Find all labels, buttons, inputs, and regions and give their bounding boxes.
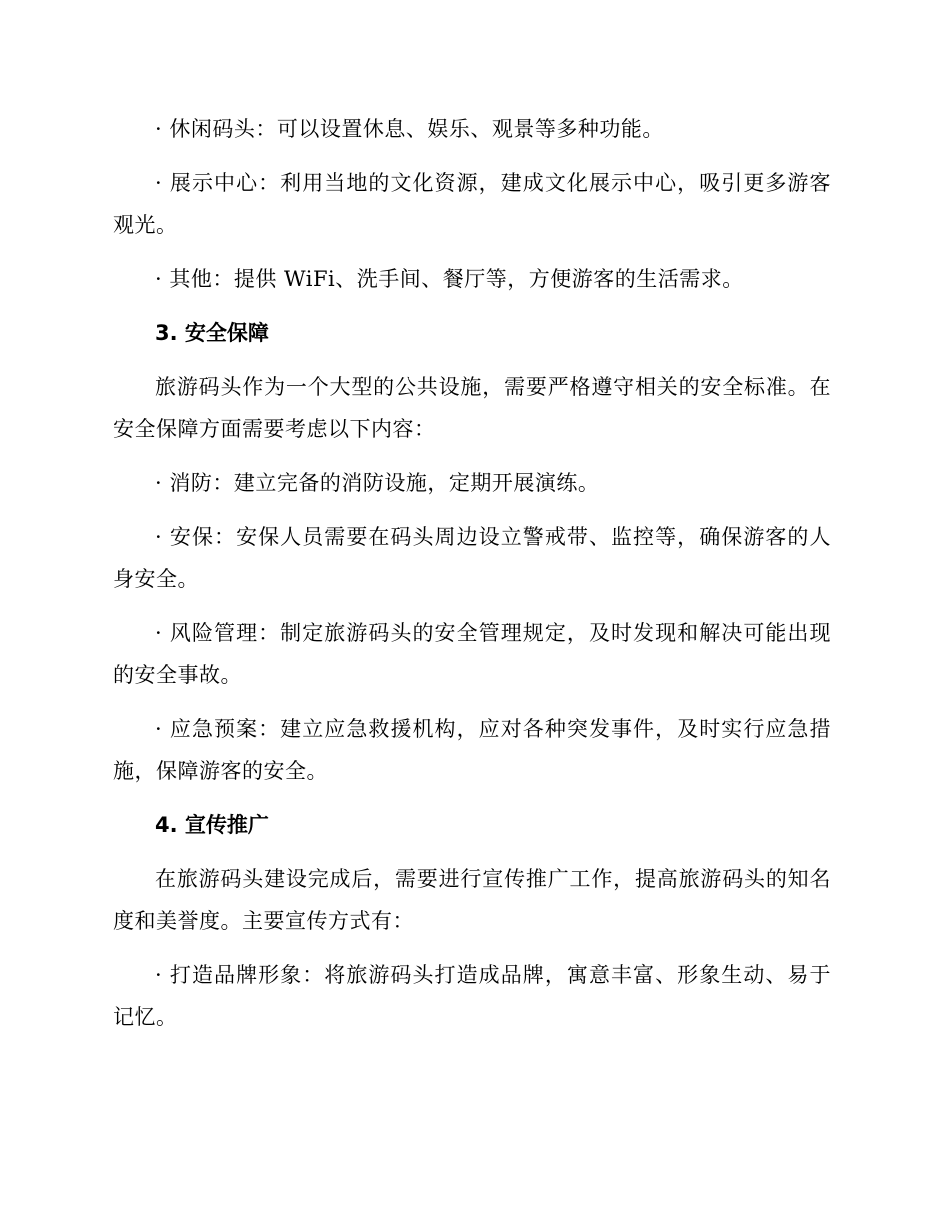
section-heading-safety: 3. 安全保障 [155,321,269,345]
bullet-security: · 安保：安保人员需要在码头周边设立警戒带、监控等，确保游客的人身安全。 [113,525,831,591]
document-body [113,108,831,1050]
bullet-emergency-plan: · 应急预案：建立应急救援机构，应对各种突发事件，及时实行应急措施，保障游客的安全。 [113,717,831,783]
bullet-leisure-pier: · 休闲码头：可以设置休息、娱乐、观景等多种功能。 [155,117,664,141]
bullet-brand-image: · 打造品牌形象：将旅游码头打造成品牌，寓意丰富、形象生动、易于记忆。 [113,963,831,1029]
bullet-exhibition-center: · 展示中心：利用当地的文化资源，建成文化展示中心，吸引更多游客观光。 [113,171,831,237]
bullet-risk-management: · 风险管理：制定旅游码头的安全管理规定，及时发现和解决可能出现的安全事故。 [113,621,831,687]
paragraph-safety-intro: 旅游码头作为一个大型的公共设施，需要严格遵守相关的安全标准。在安全保障方面需要考虑以下内容： [113,375,831,441]
bullet-fire-protection: · 消防：建立完备的消防设施，定期开展演练。 [155,471,600,495]
paragraph-promotion-intro: 在旅游码头建设完成后，需要进行宣传推广工作，提高旅游码头的知名度和美誉度。主要宣传方式有： [113,867,831,933]
bullet-other-facilities: · 其他：提供 WiFi、洗手间、餐厅等，方便游客的生活需求。 [155,267,744,291]
section-heading-promotion: 4. 宣传推广 [155,813,269,837]
